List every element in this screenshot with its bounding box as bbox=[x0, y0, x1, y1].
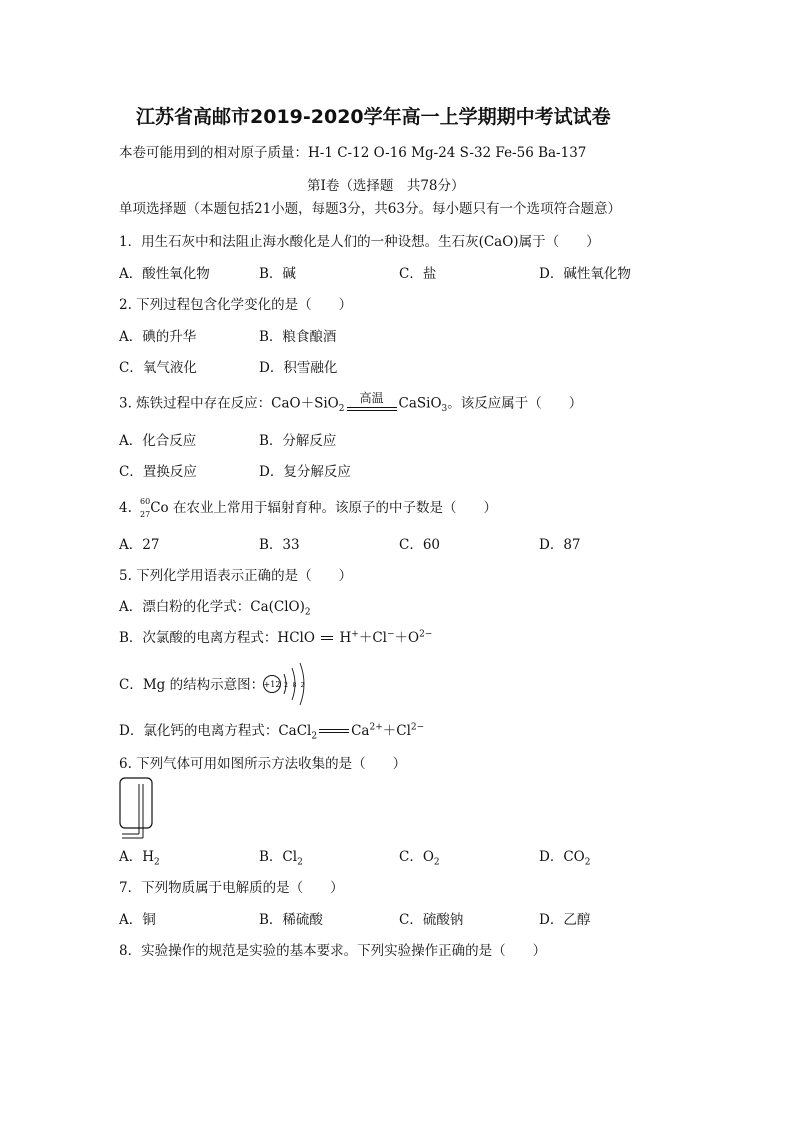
reaction-condition: 高温 bbox=[359, 391, 384, 405]
atomic-masses: 本卷可能用到的相对原子质量：H-1 C-12 O-16 Mg-24 S-32 Fe-56 Ba-137 bbox=[119, 145, 587, 161]
option-d-cl: ＋Cl bbox=[382, 723, 411, 739]
option-b-sup2: − bbox=[387, 629, 395, 640]
question-6-option-c: C．$O_2$ bbox=[399, 849, 440, 868]
section-instructions: 单项选择题（本题包括21小题，每题3分，共63分。每小题只有一个选项符合题意） bbox=[119, 201, 621, 217]
question-2-stem: 2. 下列过程包含化学变化的是（ ） bbox=[119, 297, 353, 313]
question-3-product-sub: 3 bbox=[441, 404, 448, 415]
mg-shell-3: 2 bbox=[300, 682, 305, 689]
option-a-sub: 2 bbox=[304, 607, 311, 618]
question-5-option-b bbox=[119, 629, 432, 647]
nuclide-symbol bbox=[136, 496, 151, 519]
question-2-option-c: C．氧气液化 bbox=[119, 360, 197, 376]
question-3-option-a: A．化合反应 bbox=[119, 433, 197, 449]
question-7-option-a: A．铜 bbox=[119, 912, 156, 928]
question-2-option-d: D．积雪融化 bbox=[259, 360, 338, 376]
reaction-arrow bbox=[347, 393, 397, 415]
section-title: 第Ⅰ卷（选择题 共78分） bbox=[307, 178, 465, 194]
question-5-option-c bbox=[119, 676, 264, 694]
question-1-option-d: D．碱性氧化物 bbox=[539, 266, 631, 282]
question-6-stem: 6. 下列气体可用如图所示方法收集的是（ ） bbox=[119, 756, 407, 772]
question-5-option-d bbox=[119, 722, 424, 740]
question-4-option-a: A．27 bbox=[119, 537, 160, 553]
question-4-number: 4. bbox=[119, 500, 132, 516]
mg-nucleus-label: +12 bbox=[263, 680, 281, 689]
option-c-text: C．Mg 的结构示意图： bbox=[119, 677, 265, 693]
question-3-option-b: B．分解反应 bbox=[259, 433, 337, 449]
option-b-sup1: + bbox=[351, 629, 359, 640]
question-7-stem: 7．下列物质属于电解质的是（ ） bbox=[119, 880, 344, 896]
exam-title: 江苏省高邮市2019-2020学年高一上学期期中考试试卷 bbox=[136, 106, 611, 128]
element-symbol: Co bbox=[150, 500, 169, 516]
question-3-option-d: D．复分解反应 bbox=[259, 464, 351, 480]
question-2-option-a: A．碘的升华 bbox=[119, 329, 197, 345]
option-d-text: D．氯化钙的电离方程式：CaCl bbox=[119, 723, 312, 739]
question-3-option-c: C．置换反应 bbox=[119, 464, 197, 480]
question-3-suffix: 。该反应属于（ ） bbox=[447, 395, 583, 412]
question-4-text: 在农业上常用于辐射育种。该原子的中子数是（ ） bbox=[172, 500, 497, 516]
option-b-o: ＋O bbox=[394, 630, 420, 646]
question-3-sub: 2 bbox=[338, 404, 345, 415]
question-5-stem: 5. 下列化学用语表示正确的是（ ） bbox=[119, 568, 353, 584]
gas-collection-diagram bbox=[118, 776, 158, 840]
mg-structure-diagram bbox=[262, 662, 308, 706]
question-4-stem bbox=[119, 496, 497, 519]
option-d-sup2: 2− bbox=[410, 722, 425, 733]
question-7-option-b: B．稀硫酸 bbox=[259, 912, 323, 928]
question-1-option-c: C．盐 bbox=[399, 266, 437, 282]
option-a-text: A．漂白粉的化学式：Ca(ClO) bbox=[119, 599, 305, 615]
question-3-prefix: 3. 炼铁过程中存在反应：CaO＋SiO bbox=[119, 395, 339, 412]
question-4-option-d: D．87 bbox=[539, 537, 581, 553]
option-d-sub: 2 bbox=[311, 731, 318, 742]
question-1-option-b: B．碱 bbox=[259, 266, 296, 282]
option-b-cl: ＋Cl bbox=[358, 630, 387, 646]
question-3-stem bbox=[119, 393, 582, 415]
question-2-option-b: B．粮食酿酒 bbox=[259, 329, 337, 345]
equals-sign bbox=[321, 636, 333, 642]
question-3-product: CaSiO bbox=[398, 395, 442, 412]
question-7-option-d: D．乙醇 bbox=[539, 912, 591, 928]
question-6-option-b: B．$Cl_2$ bbox=[259, 849, 303, 868]
option-b-sup3: 2− bbox=[419, 629, 433, 640]
question-8-stem: 8．实验操作的规范是实验的基本要求。下列实验操作正确的是（ ） bbox=[119, 943, 547, 959]
option-d-sup1: 2+ bbox=[369, 722, 383, 733]
question-1-stem: 1．用生石灰中和法阻止海水酸化是人们的一种设想。生石灰(CaO)属于（ ） bbox=[119, 234, 600, 250]
atomic-number: 27 bbox=[140, 509, 151, 519]
mg-shell-1: 2 bbox=[284, 682, 288, 689]
question-7-option-c: C．硫酸钠 bbox=[399, 912, 464, 928]
question-4-option-b: B．33 bbox=[259, 537, 300, 553]
option-b-h: H bbox=[339, 630, 352, 646]
question-6-option-d: D．$CO_2$ bbox=[539, 849, 591, 868]
question-1-option-a: A．酸性氧化物 bbox=[119, 266, 210, 282]
question-6-option-a: A．$H_2$ bbox=[119, 849, 160, 868]
option-b-text: B．次氯酸的电离方程式：HClO bbox=[119, 630, 315, 646]
question-5-option-a bbox=[119, 598, 311, 616]
option-d-ca: Ca bbox=[351, 723, 370, 739]
question-4-option-c: C．60 bbox=[399, 537, 441, 553]
equals-sign bbox=[319, 729, 349, 735]
mg-shell-2: 8 bbox=[292, 682, 297, 689]
mass-number: 60 bbox=[140, 496, 151, 506]
